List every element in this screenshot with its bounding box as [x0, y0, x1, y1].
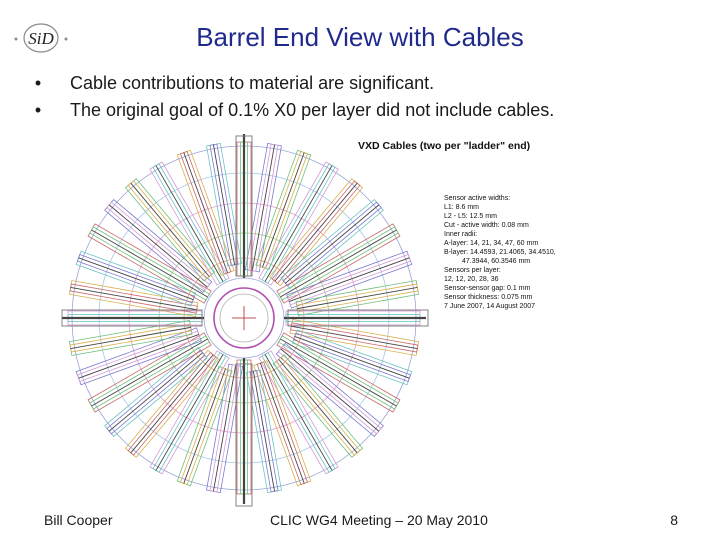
slide-title: Barrel End View with Cables — [196, 22, 524, 52]
cable-centerline — [252, 145, 274, 271]
footer-event: CLIC WG4 Meeting – 20 May 2010 — [270, 512, 488, 528]
cable-centerline — [289, 258, 409, 302]
sid-logo — [10, 18, 72, 58]
diagram-note: 12, 12, 20, 28, 36 — [444, 276, 499, 283]
cable-centerline — [71, 287, 197, 309]
logo-text: SiD — [28, 29, 54, 48]
cable-centerline — [79, 334, 199, 378]
bullet-item — [28, 70, 554, 97]
cable-centerline — [260, 363, 304, 483]
diagram-note: L2 - L5: 12.5 mm — [444, 213, 497, 220]
diagram-title: VXD Cables (two per "ladder" end) — [358, 140, 531, 152]
bullet-icon: • — [34, 73, 42, 93]
cable-centerline — [184, 153, 228, 273]
diagram-note: Sensor active widths: — [444, 195, 511, 202]
diagram-note: 47.3944, 60.3546 mm — [462, 258, 531, 265]
diagram-note: B-layer: 14.4593, 21.4065, 34.4510, — [444, 249, 556, 256]
vxd-cable-diagram — [60, 132, 580, 522]
diagram-note: Inner radii: — [444, 231, 478, 238]
diagram-note: Cut - active width: 0.08 mm — [444, 222, 529, 229]
diagram-note: A-layer: 14, 21, 34, 47, 60 mm — [444, 240, 539, 247]
cable-centerline — [291, 326, 417, 348]
footer-page-number: 8 — [670, 512, 678, 528]
diagram-note: Sensor thickness: 0.075 mm — [444, 294, 533, 301]
bullet-list — [28, 70, 554, 124]
bullet-icon: • — [34, 100, 42, 120]
bullet-item — [28, 97, 554, 124]
bullet-text: The original goal of 0.1% X0 per layer did not include cables. — [70, 100, 555, 120]
diagram-note: 7 June 2007, 14 August 2007 — [444, 303, 536, 310]
diagram-note: L1: 8.6 mm — [444, 204, 480, 211]
bullet-text: Cable contributions to material are significant. — [70, 73, 435, 93]
diagram-note: Sensors per layer: — [444, 267, 501, 274]
footer-author: Bill Cooper — [44, 512, 113, 528]
diagram-note: Sensor-sensor gap: 0.1 mm — [444, 285, 531, 292]
cable-centerline — [213, 365, 235, 491]
